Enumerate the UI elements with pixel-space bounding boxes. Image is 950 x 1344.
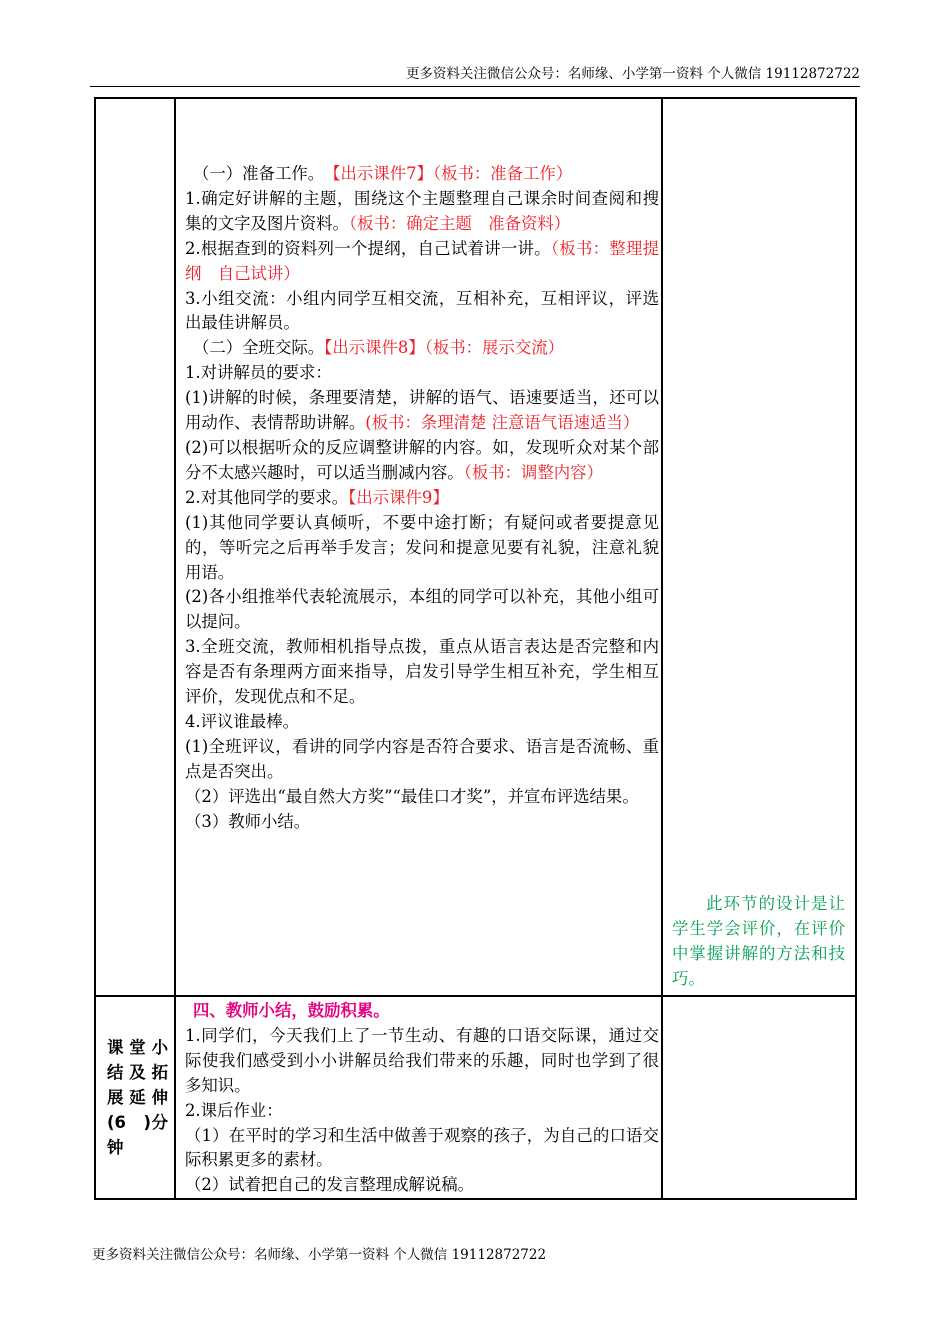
- page-footer: 更多资料关注微信公众号：名师缘、小学第一资料 个人微信 19112872722: [92, 1247, 547, 1263]
- activity-content-cell: [175, 98, 662, 996]
- paragraph: （1）在平时的学习和生活中做善于观察的孩子，为自己的口语交际积累更多的素材。: [185, 1125, 659, 1170]
- paragraph: 3.全班交流，教师相机指导点拨，重点从语言表达是否完整和内容是否有条理两方面来指导，启发引导学生相互补充，学生相互评价，发现优点和不足。: [185, 637, 659, 707]
- paragraph: （2）评选出“最自然大方奖”“最佳口才奖”，并宣布评选结果。: [185, 786, 639, 806]
- stage-label-cell: [95, 98, 175, 996]
- paragraph: （3）教师小结。: [185, 811, 311, 831]
- header-divider: [90, 86, 860, 87]
- paragraph: 2.对其他同学的要求。【出示课件9】: [185, 487, 449, 507]
- paragraph: (2)可以根据听众的反应调整讲解的内容。如，发现听众对某个部分不太感兴趣时，可以适当删减内容。（板书：调整内容）: [185, 437, 659, 482]
- paragraph: (1)其他同学要认真倾听，不要中途打断；有疑问或者要提意见的，等听完之后再举手发言；发问和提意见要有礼貌，注意礼貌用语。: [185, 512, 659, 582]
- page-header: 更多资料关注微信公众号：名师缘、小学第一资料 个人微信 19112872722: [405, 66, 860, 82]
- paragraph: （2）试着把自己的发言整理成解说稿。: [185, 1175, 475, 1195]
- design-note: 此环节的设计是让学生学会评价，在评价中掌握讲解的方法和技巧。: [672, 894, 845, 989]
- paragraph: (1)讲解的时候，条理要清楚，讲解的语气、语速要适当，还可以用动作、表情帮助讲解。(板书：条理清楚 注意语气语速适当）: [185, 388, 659, 433]
- lesson-plan-table: [94, 97, 857, 1200]
- paragraph: 1.确定好讲解的主题，围绕这个主题整理自己课余时间查阅和搜集的文字及图片资料。（板书：确定主题 准备资料）: [185, 188, 659, 233]
- prep-heading: （一）准备工作。 【出示课件7】（板书：准备工作）: [193, 164, 573, 183]
- paragraph: (2)各小组推举代表轮流展示，本组的同学可以补充，其他小组可以提问。: [185, 587, 659, 632]
- summary-label: 课堂小结及拓展延伸(6 )分钟: [107, 1038, 168, 1158]
- summary-row: [95, 996, 856, 1199]
- summary-heading: 四、教师小结，鼓励积累。: [193, 1001, 390, 1020]
- summary-note-cell: [662, 996, 856, 1199]
- paragraph: 3.小组交流：小组内同学互相交流，互相补充，互相评议，评选出最佳讲解员。: [185, 288, 659, 333]
- paragraph: 1.同学们，今天我们上了一节生动、有趣的口语交际课，通过交际使我们感受到小小讲解员给我们带来的乐趣，同时也学到了很多知识。: [185, 1025, 659, 1095]
- paragraph: 1.对讲解员的要求：: [185, 363, 332, 383]
- paragraph: 2.根据查到的资料列一个提纲，自己试着讲一讲。（板书：整理提纲 自己试讲）: [185, 238, 659, 283]
- paragraph: (1)全班评议，看讲的同学内容是否符合要求、语言是否流畅、重点是否突出。: [185, 736, 659, 781]
- design-note-cell: [662, 98, 856, 996]
- summary-content-cell: [175, 996, 662, 1199]
- paragraph: 4.评议谁最棒。: [185, 711, 299, 731]
- activity-row: [95, 98, 856, 996]
- paragraph: 2.课后作业：: [185, 1100, 283, 1120]
- summary-label-cell: [95, 996, 175, 1199]
- share-heading: （二）全班交际。【出示课件8】（板书：展示交流）: [193, 338, 565, 358]
